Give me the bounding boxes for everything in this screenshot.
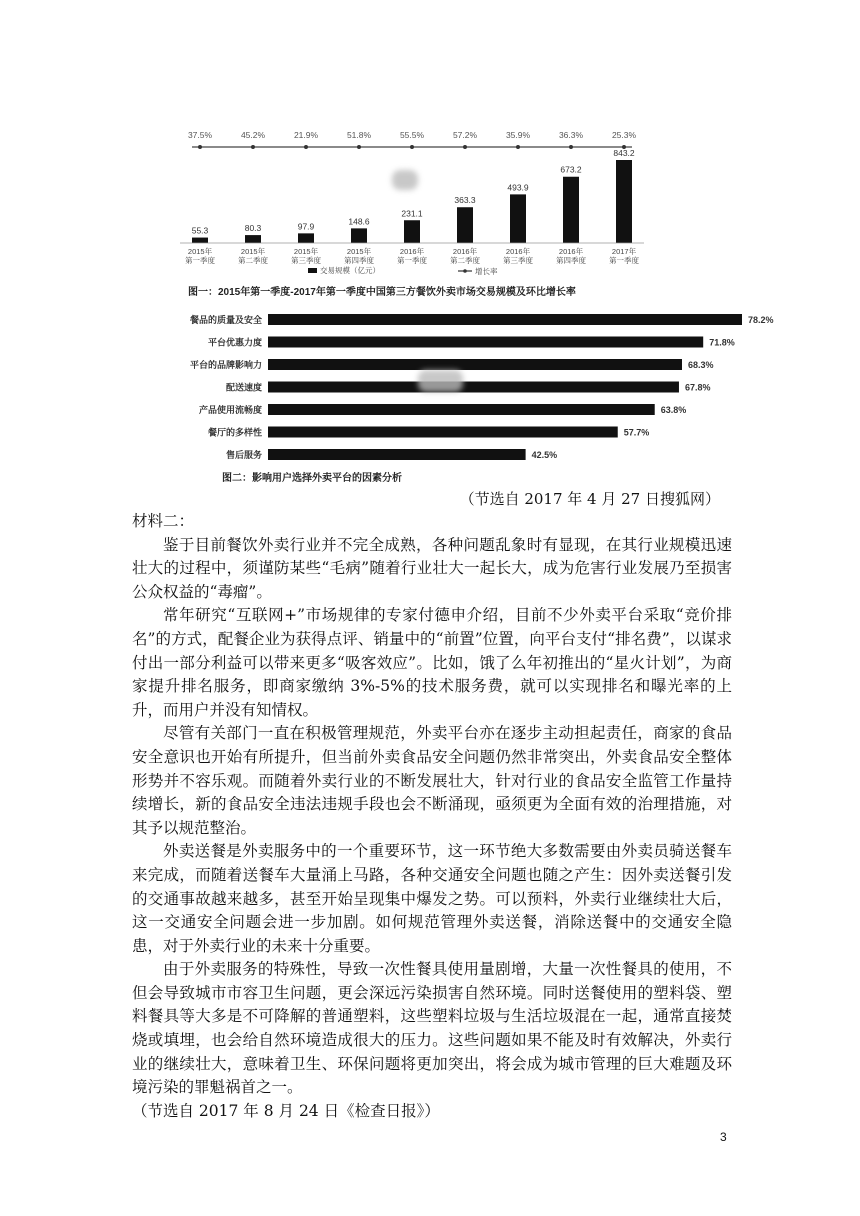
category-label: 餐厅的多样性 xyxy=(207,427,262,438)
value-label: 673.2 xyxy=(560,164,582,175)
bar xyxy=(268,382,679,393)
value-label: 42.5% xyxy=(531,450,558,460)
bar xyxy=(268,359,682,370)
category-label: 2015年 xyxy=(293,247,319,256)
paragraph: 由于外卖服务的特殊性，导致一次性餐具使用量剧增，大量一次性餐具的使用，不但会导致城市市容卫生问题，更会深远污染损害自然环境。同时送餐使用的塑料袋、塑料餐具等大多是不可降解的普通塑料，这些塑料垃圾与生活垃圾混在一起，通常直接焚烧或填埋，也会给自然环境造成很大的压力。这些问题如果不能及时有效解决，外卖行业的继续壮大，意味着卫生、环保问题将更加突出，将会成为城市管理的巨大难题及环境污染的罪魁祸首之一。 xyxy=(132,960,732,1097)
category-label: 2016年 xyxy=(558,247,584,256)
growth-rate-label: 36.3% xyxy=(558,130,584,140)
growth-point xyxy=(463,145,467,149)
value-label: 71.8% xyxy=(709,337,735,348)
value-label: 148.6 xyxy=(348,216,370,227)
growth-rate-label: 35.9% xyxy=(505,130,531,140)
growth-rate-label: 51.8% xyxy=(346,130,372,140)
growth-point xyxy=(569,145,573,149)
category-label: 产品使用流畅度 xyxy=(198,405,262,415)
legend-label: 交易规模（亿元） xyxy=(320,266,380,275)
bar xyxy=(268,449,526,460)
value-label: 493.9 xyxy=(507,182,529,193)
value-label: 80.3 xyxy=(244,223,262,234)
legend-label: 增长率 xyxy=(475,267,498,276)
bar xyxy=(192,238,208,243)
bar xyxy=(510,194,526,243)
blurred-mark xyxy=(392,170,418,190)
category-label: 2016年 xyxy=(505,247,531,256)
category-label: 2015年 xyxy=(240,247,266,256)
value-label: 67.8% xyxy=(684,382,711,393)
category-label: 售后服务 xyxy=(225,450,262,460)
value-label: 843.2 xyxy=(613,148,635,158)
chart-title: 图一：2015年第一季度-2017年第一季度中国第三方餐饮外卖市场交易规模及环比增长率 xyxy=(188,287,576,298)
category-label: 第一季度 xyxy=(397,256,427,265)
blurred-mark xyxy=(418,370,463,392)
paragraph: 尽管有关部门一直在积极管理规范，外卖平台亦在逐步主动担起责任，商家的食品安全意识也开始有所提升，但当前外卖食品安全问题仍然非常突出，外卖食品安全整体形势并不容乐观。而随着外卖行业的不断发展壮大，针对行业的食品安全监管工作量持续增长，新的食品安全违法违规手段也会不断涌现，亟须更为全面有效的治理措施，对其予以规范整治。 xyxy=(132,724,732,837)
chart-title: 图二：影响用户选择外卖平台的因素分析 xyxy=(222,473,402,484)
material-label: 材料二： xyxy=(132,512,195,530)
source-note: （节选自 2017 年 8 月 24 日《检查日报》） xyxy=(132,1101,440,1120)
value-label: 63.8% xyxy=(660,405,687,415)
value-label: 363.3 xyxy=(454,195,476,206)
article-text xyxy=(132,510,732,1123)
growth-rate-label: 57.2% xyxy=(452,130,478,140)
growth-point xyxy=(251,145,255,149)
bar xyxy=(563,177,579,243)
growth-rate-label: 37.5% xyxy=(187,130,213,140)
growth-rate-label: 55.5% xyxy=(399,130,425,140)
bar xyxy=(245,235,261,243)
growth-point xyxy=(410,145,414,149)
legend-marker xyxy=(463,269,467,273)
growth-point xyxy=(357,145,361,149)
paragraph: 外卖送餐是外卖服务中的一个重要环节，这一环节绝大多数需要由外卖员骑送餐车来完成，而随着送餐车大量涌上马路，各种交通安全问题也随之产生：因外卖送餐引发的交通事故越来越多，甚至开始呈现集中爆发之势。可以预料，外卖行业继续壮大后，这一交通安全问题会进一步加剧。如何规范管理外卖送餐，消除送餐中的交通安全隐患，对于外卖行业的未来十分重要。 xyxy=(132,842,732,955)
category-label: 第三季度 xyxy=(291,256,321,265)
market-scale-chart xyxy=(160,118,640,313)
category-label: 2015年 xyxy=(346,247,372,256)
category-label: 平台优惠力度 xyxy=(207,337,262,348)
value-label: 231.1 xyxy=(401,208,423,219)
growth-point xyxy=(516,145,520,149)
value-label: 97.9 xyxy=(297,221,315,232)
category-label: 平台的品牌影响力 xyxy=(189,360,262,370)
growth-rate-label: 21.9% xyxy=(293,130,319,140)
category-label: 第四季度 xyxy=(556,256,586,265)
category-label: 2016年 xyxy=(452,247,478,256)
category-label: 第一季度 xyxy=(609,256,639,265)
growth-point xyxy=(198,145,202,149)
paragraph: 鉴于目前餐饮外卖行业并不完全成熟，各种问题乱象时有显现，在其行业规模迅速壮大的过程中，须谨防某些“毛病”随着行业壮大一起长大，成为危害行业发展乃至损害公众权益的“毒瘤”。 xyxy=(132,535,732,601)
category-label: 第三季度 xyxy=(503,256,533,265)
user-choice-factors-chart xyxy=(160,305,774,490)
bar xyxy=(298,233,314,243)
category-label: 配送速度 xyxy=(225,382,262,393)
bar xyxy=(268,427,618,438)
bar xyxy=(616,160,632,243)
category-label: 第二季度 xyxy=(450,256,480,265)
category-label: 2016年 xyxy=(399,247,425,256)
bar xyxy=(268,404,655,415)
source-note: （节选自 2017 年 4 月 27 日搜狐网） xyxy=(459,490,720,508)
growth-point xyxy=(304,145,308,149)
value-label: 55.3 xyxy=(191,225,209,236)
bar xyxy=(404,220,420,243)
category-label: 第四季度 xyxy=(344,256,374,265)
category-label: 第一季度 xyxy=(185,256,215,265)
bar xyxy=(268,337,703,348)
growth-rate-label: 25.3% xyxy=(611,130,637,140)
value-label: 78.2% xyxy=(748,315,774,325)
bar xyxy=(457,207,473,243)
value-label: 57.7% xyxy=(623,427,650,438)
value-label: 68.3% xyxy=(687,360,714,370)
paragraph: 常年研究“互联网+”市场规律的专家付德申介绍，目前不少外卖平台采取“竞价排名”的方式，配餐企业为获得点评、销量中的“前置”位置，向平台支付“排名费”，以谋求付出一部分利益可以带来更多“吸客效应”。比如，饿了么年初推出的“星火计划”，为商家提升排名服务，即商家缴纳 3%-5%的技术服务费，就可以实现排名和曝光率的上升，而用户并没有知情权。 xyxy=(132,606,732,719)
bar xyxy=(351,228,367,243)
category-label: 第二季度 xyxy=(238,256,268,265)
bar xyxy=(268,314,742,325)
growth-rate-label: 45.2% xyxy=(240,130,266,140)
legend-swatch xyxy=(308,268,317,273)
category-label: 2015年 xyxy=(187,247,213,256)
page-number: 3 xyxy=(720,1130,727,1144)
category-label: 餐品的质量及安全 xyxy=(189,315,262,325)
category-label: 2017年 xyxy=(611,247,637,256)
